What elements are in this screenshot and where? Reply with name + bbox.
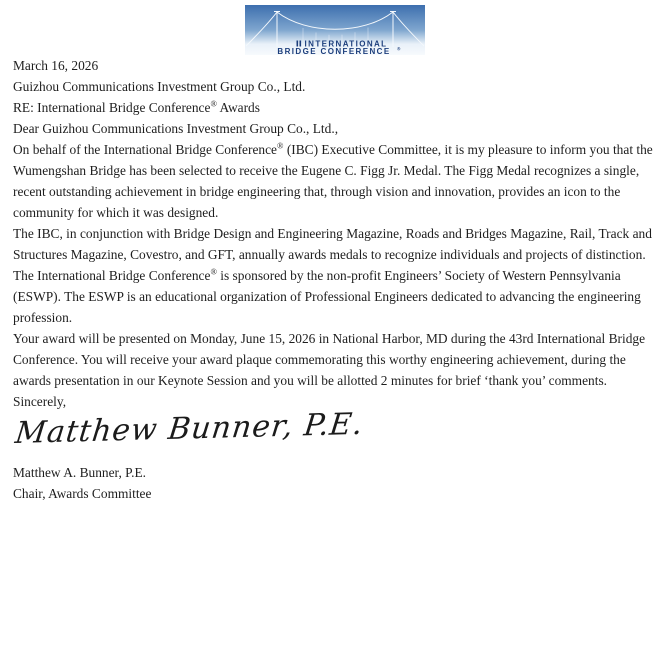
closing: Sincerely, [13, 394, 67, 409]
paragraph-2-text-continued: is sponsored by the non-profit Engineers’ Society of Western Pennsylvania (ESWP). The ESWP is an educational organization of Professional Engineers dedicated to advancing the engineering profession. [13, 268, 641, 325]
subject-text: RE: International Bridge Conference [13, 100, 211, 115]
paragraph-ibc-sponsors [13, 223, 657, 328]
registered-trademark-symbol: ® [277, 140, 284, 151]
paragraph-2-text: The IBC, in conjunction with Bridge Design and Engineering Magazine, Roads and Bridges Magazine, Rail, Track and Structures Magazine, Covestro, and GFT, annually awards medals to recognize individuals and projects of distinction. The International Bridge Conference [13, 226, 652, 283]
registered-trademark-symbol: ® [210, 98, 217, 109]
logo-line2: BRIDGE CONFERENCE [277, 47, 391, 55]
paragraph-award-notification [13, 139, 657, 223]
signer-name: Matthew A. Bunner, P.E. [13, 465, 146, 480]
letter-body [0, 55, 670, 504]
signer-title: Chair, Awards Committee [13, 486, 152, 501]
ibc-logo [245, 5, 425, 55]
paragraph-1-text-continued: (IBC) Executive Committee, it is my pleasure to inform you that the Wumengshan Bridge has been selected to receive the Eugene C. Figg Jr. Medal. The Figg Medal recognizes a single, recent outstanding achievement in bridge engineering that, through vision and innovation, provides an icon to the community for which it was designed. [13, 142, 653, 220]
handwritten-signature: Matthew Bunner, P.E. [13, 406, 366, 451]
letter-date: March 16, 2026 [13, 58, 99, 73]
subject-line [13, 97, 657, 118]
paragraph-presentation-details: Your award will be presented on Monday, June 15, 2026 in National Harbor, MD during the 43rd International Bridge Conference. You will receive your award plaque commemorating this worthy engineering achievement, during the awards presentation in our Keynote Session and you will be allotted 2 minutes for brief ‘thank you’ comments. [13, 331, 646, 388]
salutation: Dear Guizhou Communications Investment Group Co., Ltd., [13, 121, 339, 136]
letterhead [0, 0, 670, 55]
registered-trademark-symbol: ® [210, 266, 217, 277]
paragraph-1-text: On behalf of the International Bridge Conference [13, 142, 277, 157]
subject-text-suffix: Awards [216, 100, 260, 115]
recipient-name: Guizhou Communications Investment Group Co., Ltd. [13, 79, 306, 94]
logo-line1: INTERNATIONAL [304, 39, 388, 49]
logo-registered-mark: ® [397, 46, 401, 52]
